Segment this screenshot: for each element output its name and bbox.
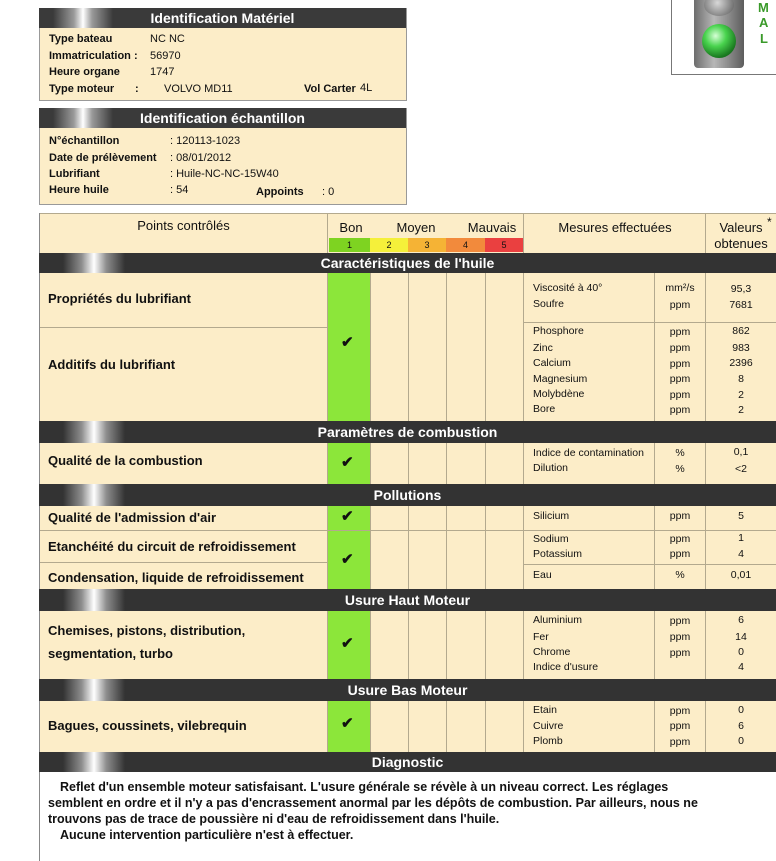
- measure-value: 2396: [729, 357, 753, 369]
- measure-unit: ppm: [669, 389, 691, 401]
- header-points: Points contrôlés: [137, 218, 230, 233]
- type-bateau-value: NC NC: [150, 33, 185, 45]
- measure-unit: ppm: [669, 373, 691, 385]
- point-additifs: Additifs du lubrifiant: [48, 357, 176, 372]
- measure-name: Soufre: [533, 298, 564, 310]
- measure-value: 0,1: [733, 446, 749, 458]
- grid-hline: [523, 322, 776, 323]
- measure-value: 2: [738, 389, 744, 401]
- measure-unit: ppm: [669, 647, 691, 659]
- materiel-title: Identification Matériel: [150, 10, 295, 26]
- measure-value: 6: [738, 614, 744, 626]
- section-diagnostic: Diagnostic: [39, 752, 776, 772]
- scale-3: 3: [408, 238, 446, 252]
- check-icon: ✔: [341, 454, 354, 471]
- heure-huile-label: Heure huile: [49, 184, 109, 196]
- grid-vline: [705, 213, 706, 753]
- measure-name: Indice de contamination: [533, 447, 644, 459]
- section-pollutions: Pollutions: [39, 484, 776, 506]
- measure-name: Eau: [533, 569, 552, 581]
- grid-vline: [327, 213, 328, 753]
- header-asterisk: *: [767, 215, 772, 229]
- measure-unit: %: [675, 569, 685, 581]
- measure-name: Molybdène: [533, 388, 585, 400]
- measure-value: 95,3: [730, 283, 752, 295]
- type-moteur-sep: :: [135, 83, 139, 95]
- measure-value: 983: [732, 342, 750, 354]
- grid-vline: [523, 213, 524, 753]
- measure-value: 7681: [729, 299, 753, 311]
- diagnostic-line: Reflet d'un ensemble moteur satisfaisant. L'usure générale se révèle à un niveau correct. Les réglages: [60, 780, 669, 794]
- measure-value: 0: [738, 646, 744, 658]
- scale-2: 2: [370, 238, 408, 252]
- lubrifiant-value: : Huile-NC-NC-15W40: [170, 168, 279, 180]
- type-moteur-value: VOLVO MD11: [164, 83, 233, 95]
- point-qualite-combustion: Qualité de la combustion: [48, 453, 203, 468]
- measure-name: Silicium: [533, 510, 570, 522]
- measure-name: Viscosité à 40°: [533, 282, 603, 294]
- header-mesures: Mesures effectuées: [558, 220, 672, 235]
- measure-value: <2: [735, 463, 747, 475]
- measure-name: Calcium: [533, 357, 571, 369]
- vol-carter-value: 4L: [360, 82, 373, 94]
- date-label: Date de prélèvement: [49, 152, 157, 164]
- header-obtenues: obtenues: [714, 236, 768, 251]
- measure-name: Phosphore: [533, 325, 584, 337]
- measure-name: Cuivre: [533, 720, 564, 732]
- measure-value: 0,01: [730, 569, 752, 581]
- measure-value: 6: [738, 720, 744, 732]
- measure-unit: ppm: [669, 631, 691, 643]
- measure-value: 1: [738, 532, 744, 544]
- measure-name: Etain: [533, 704, 557, 716]
- measure-unit: %: [675, 463, 685, 475]
- measure-unit: ppm: [669, 299, 691, 311]
- numero-value: : 120113-1023: [170, 135, 241, 147]
- measure-value: 14: [735, 631, 747, 643]
- point-admission: Qualité de l'admission d'air: [48, 510, 217, 525]
- scale-1: 1: [329, 238, 370, 252]
- section-combustion: Paramètres de combustion: [39, 421, 776, 443]
- measure-value: 0: [738, 704, 744, 716]
- numero-label: N°échantillon: [49, 135, 120, 147]
- measure-unit: ppm: [669, 342, 691, 354]
- measure-name: Sodium: [533, 533, 569, 545]
- point-bagues: Bagues, coussinets, vilebrequin: [48, 718, 247, 733]
- measure-unit: %: [675, 447, 685, 459]
- lubrifiant-label: Lubrifiant: [49, 168, 100, 180]
- type-moteur-label: Type moteur: [49, 83, 115, 95]
- header-valeurs: Valeurs: [719, 220, 763, 235]
- appoints-label: Appoints: [256, 186, 304, 198]
- measure-unit: ppm: [669, 358, 691, 370]
- measure-unit: ppm: [669, 615, 691, 627]
- scale-5: 5: [485, 238, 523, 252]
- header-moyen: Moyen: [396, 220, 436, 235]
- traffic-light-letter-a: A: [759, 15, 769, 30]
- measure-unit: mm²/s: [665, 282, 695, 294]
- measure-name: Aluminium: [533, 614, 583, 626]
- heure-huile-value: : 54: [170, 184, 189, 196]
- measure-name: Fer: [533, 631, 549, 643]
- measure-name: Zinc: [533, 342, 553, 354]
- echantillon-header: [39, 108, 406, 128]
- measure-value: 2: [738, 404, 744, 416]
- check-icon: ✔: [341, 715, 354, 732]
- section-caracteristiques: Caractéristiques de l'huile: [39, 253, 776, 273]
- grid-hline: [40, 327, 327, 328]
- measure-value: 4: [738, 548, 744, 560]
- measure-name: Chrome: [533, 646, 571, 658]
- type-bateau-label: Type bateau: [49, 33, 113, 45]
- grid-hline: [40, 530, 776, 531]
- measure-name: Dilution: [533, 462, 569, 474]
- measure-name: Magnesium: [533, 373, 588, 385]
- immatriculation-label: Immatriculation :: [49, 50, 138, 62]
- heure-organe-label: Heure organe: [49, 66, 120, 78]
- point-etancheite: Etanchéité du circuit de refroidissement: [48, 539, 296, 554]
- blank-area: [414, 57, 597, 167]
- grid-hline: [40, 213, 776, 214]
- measure-value: 5: [738, 510, 744, 522]
- date-value: : 08/01/2012: [170, 152, 232, 164]
- header-bon: Bon: [339, 220, 363, 235]
- traffic-light-green-lamp: [702, 24, 736, 58]
- immatriculation-value: 56970: [150, 50, 181, 62]
- section-haut-moteur: Usure Haut Moteur: [39, 589, 776, 611]
- measure-value: 0: [738, 735, 744, 747]
- vol-carter-label: Vol Carter: [304, 83, 356, 95]
- traffic-light-letter-l: L: [760, 31, 768, 46]
- measure-value: 8: [738, 373, 744, 385]
- measure-unit: ppm: [669, 720, 691, 732]
- heure-organe-value: 1747: [150, 66, 175, 78]
- point-proprietes: Propriétés du lubrifiant: [48, 291, 192, 306]
- check-icon: ✔: [341, 508, 354, 525]
- measure-value: 862: [732, 325, 750, 337]
- point-condensation: Condensation, liquide de refroidissement: [48, 570, 304, 585]
- measure-name: Indice d'usure: [533, 661, 599, 673]
- traffic-light-letter-m: M: [758, 0, 769, 15]
- measure-unit: ppm: [669, 533, 691, 545]
- measure-unit: ppm: [669, 736, 691, 748]
- measure-unit: ppm: [669, 404, 691, 416]
- echantillon-title: Identification échantillon: [140, 110, 305, 126]
- check-icon: ✔: [341, 334, 354, 351]
- check-icon: ✔: [341, 551, 354, 568]
- measure-name: Bore: [533, 403, 556, 415]
- measure-unit: ppm: [669, 705, 691, 717]
- diagnostic-text: [48, 779, 773, 843]
- grid-hline: [523, 564, 776, 565]
- grid-hline: [40, 562, 327, 563]
- measure-unit: ppm: [669, 326, 691, 338]
- measure-unit: ppm: [669, 548, 691, 560]
- materiel-header: [39, 8, 406, 28]
- header-mauvais: Mauvais: [467, 220, 517, 235]
- check-icon: ✔: [341, 635, 354, 652]
- diagnostic-line: Aucune intervention particulière n'est à effectuer.: [60, 828, 354, 842]
- measure-name: Potassium: [533, 548, 583, 560]
- point-chemises-line1: Chemises, pistons, distribution,: [48, 623, 246, 638]
- scale-4: 4: [446, 238, 485, 252]
- point-chemises-line2: segmentation, turbo: [48, 646, 173, 661]
- measure-name: Plomb: [533, 735, 563, 747]
- measure-unit: ppm: [669, 510, 691, 522]
- appoints-value: : 0: [322, 186, 335, 198]
- diagnostic-line: trouvons pas de trace de poussière ni d'eau de refroidissement dans l'huile.: [48, 812, 500, 826]
- measure-value: 4: [738, 661, 744, 673]
- section-bas-moteur: Usure Bas Moteur: [39, 679, 776, 701]
- diagnostic-line: semblent en ordre et il n'y a pas d'encrassement anormal par les dépôts de combustion. Par ailleurs, nous ne: [48, 796, 698, 810]
